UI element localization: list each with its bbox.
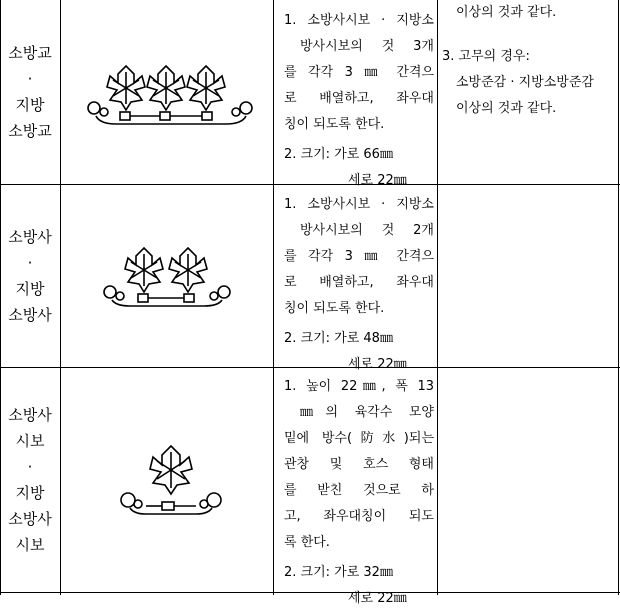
desc-line: 로 배열하고, 좌우대 [284, 91, 434, 106]
snowflake-emblem-icon [107, 66, 145, 110]
rank-line: · [27, 254, 33, 272]
desc-line: 칭이 되도록 한다. [284, 301, 385, 316]
rank-line: 소방사 [8, 306, 52, 324]
rank-line: 소방교 [8, 122, 52, 140]
size-width: 2. 크기: 가로 66㎜ [284, 147, 393, 162]
size-height: 세로 22㎜ [348, 173, 407, 188]
desc-line: 를 받친 것으로 하 [284, 483, 434, 498]
rank-line: 소방교 [8, 44, 52, 62]
description-cell-row2 [284, 192, 434, 378]
size-height: 세로 22㎜ [348, 357, 407, 372]
insignia-two-emblem [100, 242, 240, 312]
desc-line: ㎜의 육각수 모양 [300, 405, 434, 420]
rank-line: 지방 [15, 280, 45, 298]
note-top-text: 이상의 것과 같다. [456, 5, 557, 20]
rank-cell-row1 [0, 40, 60, 144]
col-divider-2 [273, 0, 274, 595]
table-right-border [618, 0, 619, 595]
description-cell-row1 [284, 8, 434, 194]
desc-line: 1. 소방사시보 · 지방소 [284, 197, 434, 212]
rank-line: 지방 [15, 96, 45, 114]
desc-line: 1. 높이 22㎜, 폭 13 [284, 379, 434, 394]
desc-line: 칭이 되도록 한다. [284, 117, 385, 132]
notes-cell [442, 0, 618, 122]
col-divider-3 [437, 0, 438, 595]
rank-line: 시보 [15, 432, 45, 450]
rank-line: · [27, 458, 33, 476]
size-spec [284, 560, 434, 612]
rank-line: 지방 [15, 484, 45, 502]
description-cell-row3 [284, 374, 434, 612]
insignia-one-emblem [116, 440, 226, 520]
snowflake-emblem-icon [147, 66, 185, 110]
rank-line: 소방사 [8, 228, 52, 246]
desc-line: 를 각각 3 ㎜ 간격으 [284, 65, 434, 80]
snowflake-emblem-icon [125, 248, 163, 292]
desc-line: 1. 소방사시보 · 지방소 [284, 13, 434, 28]
desc-line: 관창 및 호스 형태 [284, 457, 434, 472]
note-item3-line1: 소방준감 · 지방소방준감 [456, 75, 594, 90]
note-item3-line2: 이상의 것과 같다. [456, 101, 557, 116]
desc-line: 밑에 방수(防水)되는 [284, 431, 434, 446]
size-width: 2. 크기: 가로 32㎜ [284, 565, 393, 580]
snowflake-emblem-icon [187, 66, 225, 110]
desc-line: 를 각각 3 ㎜ 간격으 [284, 249, 434, 264]
rank-line: 시보 [15, 536, 45, 554]
rank-line: 소방사 [8, 406, 52, 424]
snowflake-emblem-icon [169, 248, 207, 292]
rank-line: · [27, 70, 33, 88]
snowflake-emblem-icon [150, 446, 192, 494]
rank-line: 소방사 [8, 510, 52, 528]
note-item3-title: 3. 고무의 경우: [442, 49, 530, 64]
size-height: 세로 22㎜ [348, 591, 407, 606]
size-width: 2. 크기: 가로 48㎜ [284, 331, 393, 346]
col-divider-1 [60, 0, 61, 595]
desc-line: 록 한다. [284, 535, 330, 550]
desc-line: 로 배열하고, 좌우대 [284, 275, 434, 290]
size-spec [284, 326, 434, 378]
desc-line: 고, 좌우대칭이 되도 [284, 509, 434, 524]
rank-cell-row2 [0, 224, 60, 328]
desc-line: 방사시보의 것 2개 [300, 223, 434, 238]
rank-cell-row3 [0, 402, 60, 558]
insignia-three-emblem [86, 60, 256, 130]
size-spec [284, 142, 434, 194]
desc-line: 방사시보의 것 3개 [300, 39, 434, 54]
